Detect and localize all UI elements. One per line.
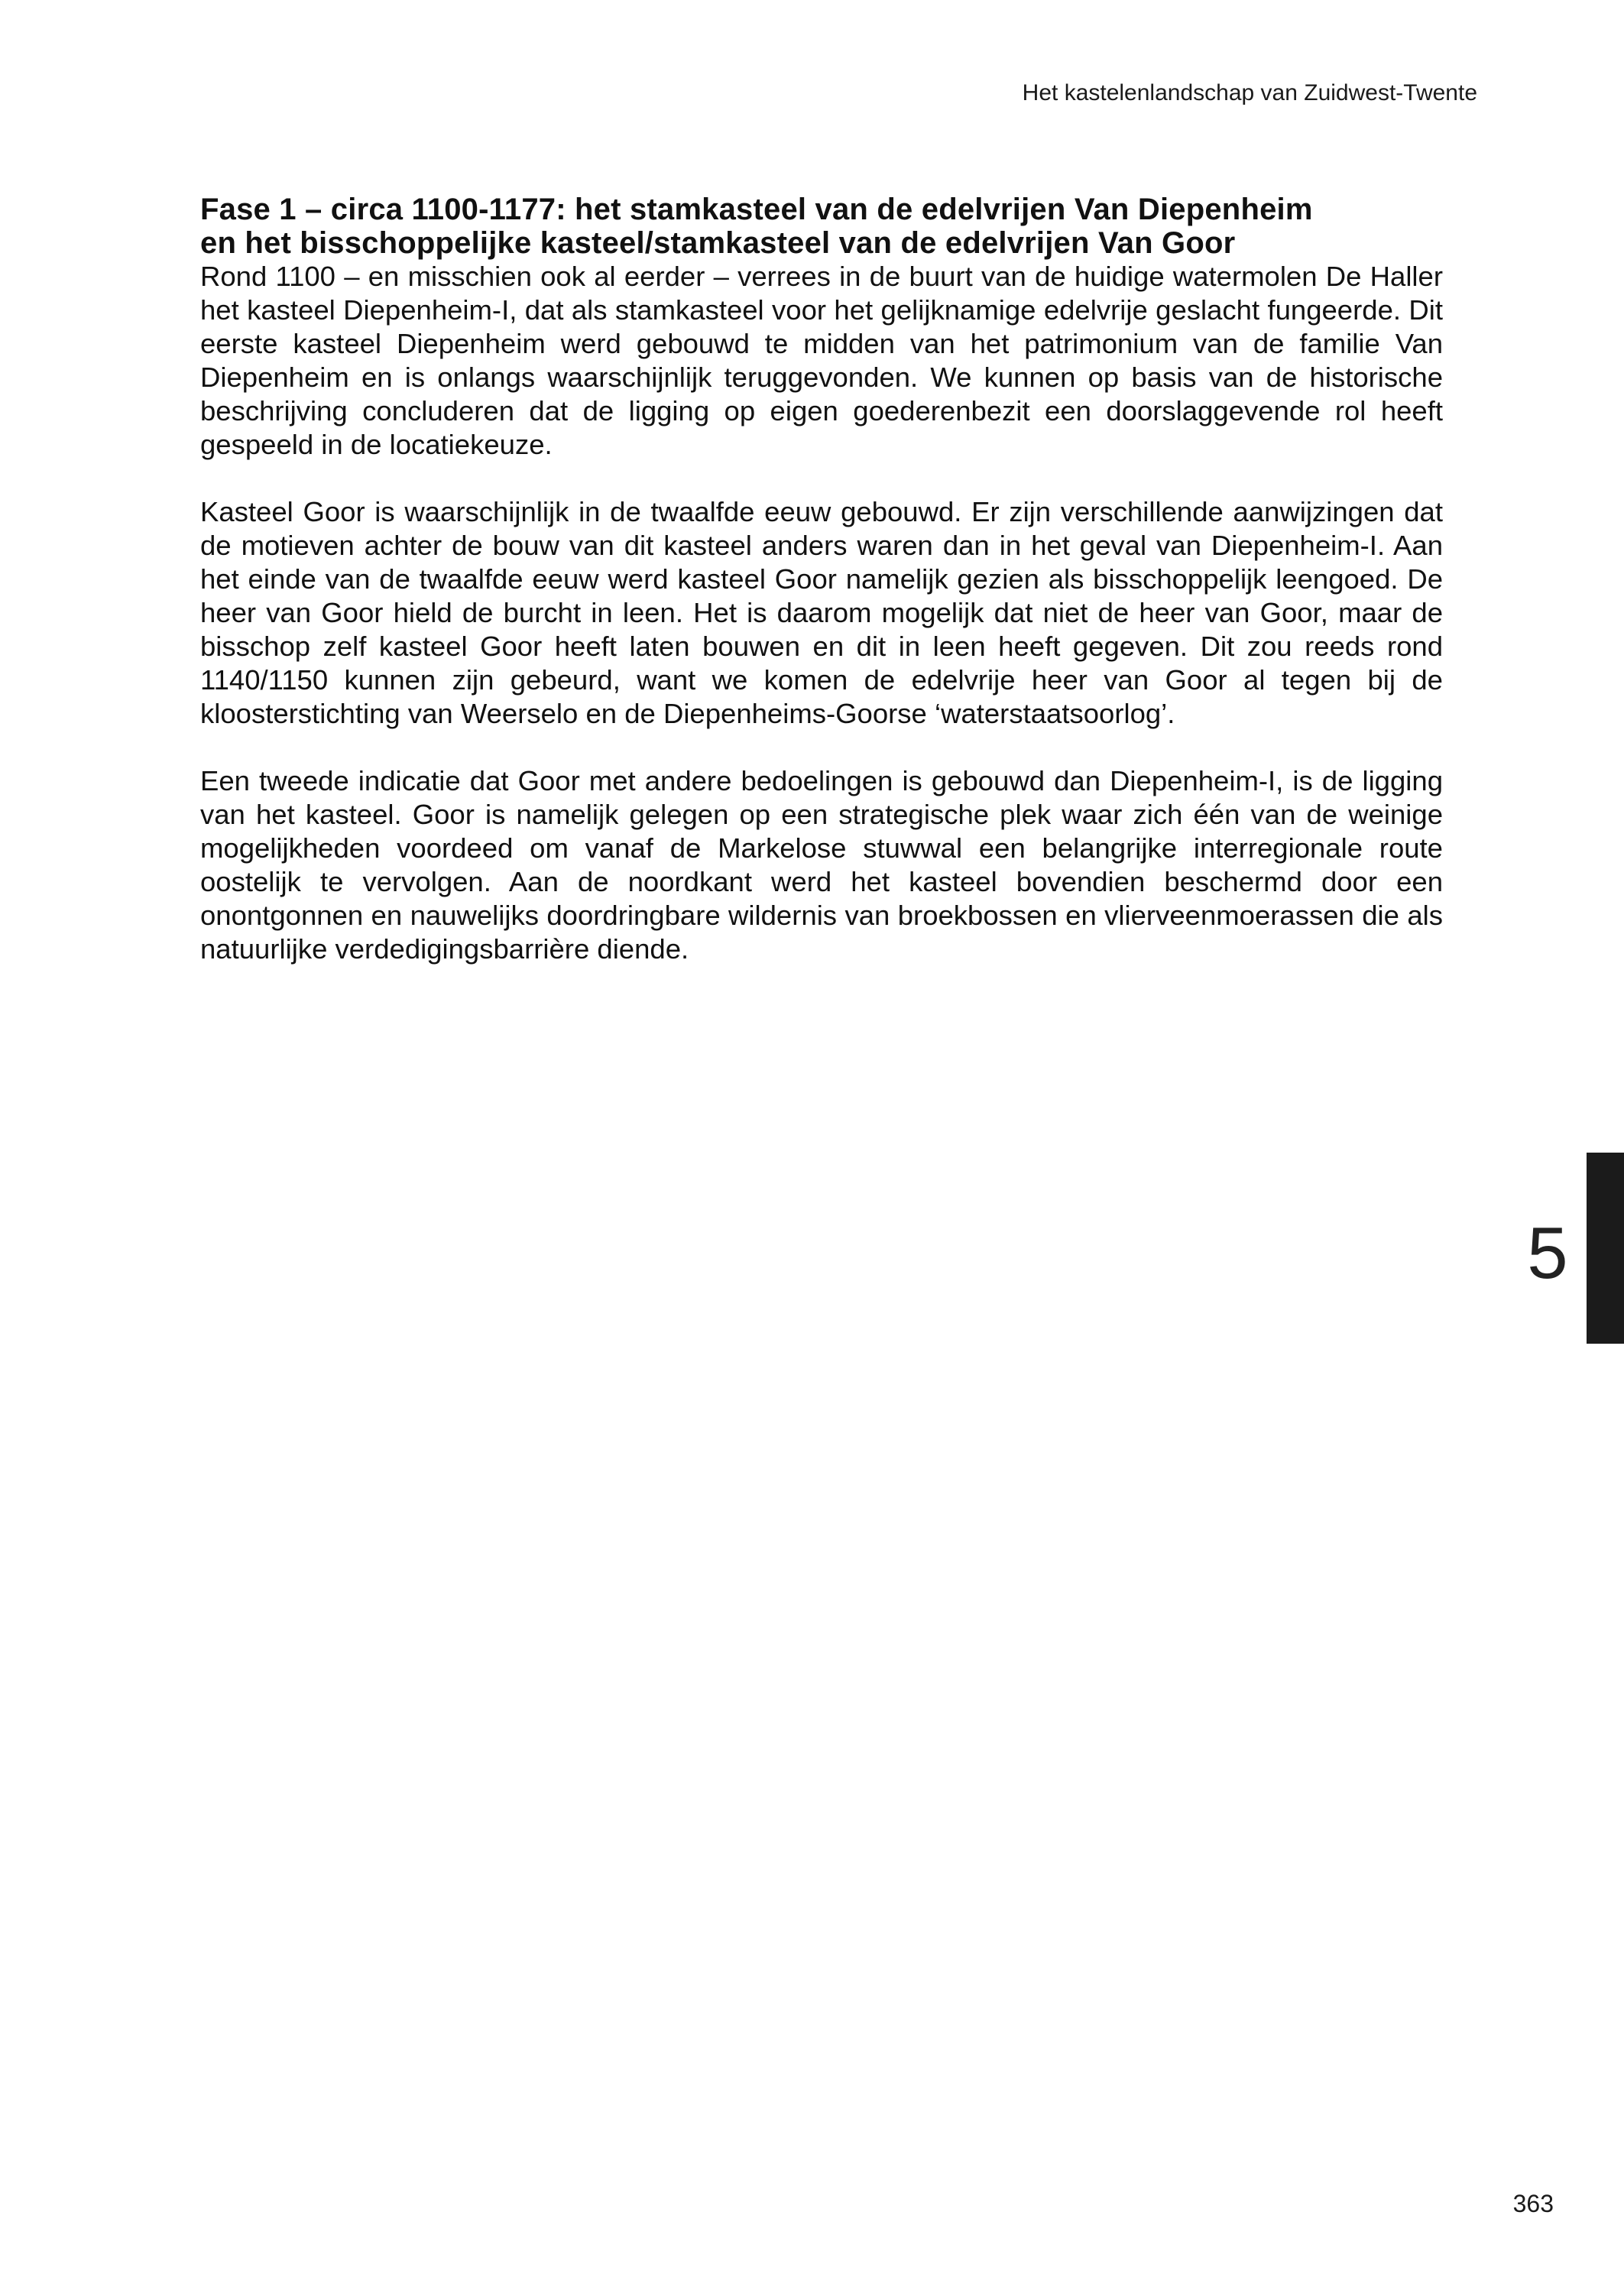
page-number: 363 [1512,2190,1554,2217]
chapter-tab-marker [1587,1153,1624,1344]
paragraph-3: Een tweede indicatie dat Goor met andere bedoelingen is gebouwd dan Diepenheim-I, is de ligging van het kasteel. Goor is namelijk gelegen op een strategische plek waar zich één van de weinige mogelijkheden voordeed om vanaf de Markelose stuwwal een belangrijke interregionale route oostelijk te vervolgen. Aan de noordkant werd het kasteel bovendien beschermd door een onontgonnen en nauwelijks doordringbare wildernis van broekbossen en vlierveenmoerassen die als natuurlijke verdedigingsbarrière diende. [200,765,1443,965]
paragraph-2: Kasteel Goor is waarschijnlijk in de twaalfde eeuw gebouwd. Er zijn verschillende aanwijzingen dat de motieven achter de bouw van dit kasteel anders waren dan in het geval van Diepenheim-I. Aan het einde van de twaalfde eeuw werd kasteel Goor namelijk gezien als bisschoppelijk leengoed. De heer van Goor hield de burcht in leen. Het is daarom mogelijk dat niet de heer van Goor, maar de bisschop zelf kasteel Goor heeft laten bouwen en dit in leen heeft gegeven. Dit zou reeds rond 1140/1150 kunnen zijn gebeurd, want we komen de edelvrije heer van Goor al tegen bij de kloosterstichting van Weerselo en de Diepenheims-Goorse ‘waterstaatsoorlog’. [200,496,1443,729]
running-header: Het kastelenlandschap van Zuidwest-Twente [1022,80,1477,105]
section-title-line-1: Fase 1 – circa 1100-1177: het stamkasteel van de edelvrijen Van Diepenheim [200,193,1313,226]
chapter-number: 5 [1527,1212,1568,1294]
section-title [200,193,1443,260]
section-title-line-2: en het bisschoppelijke kasteel/stamkasteel van de edelvrijen Van Goor [200,226,1236,260]
paragraph-1: Rond 1100 – en misschien ook al eerder – verrees in de buurt van de huidige watermolen De Haller het kasteel Diepenheim-I, dat als stamkasteel voor het gelijknamige edelvrije geslacht fungeerde. Dit eerste kasteel Diepenheim werd gebouwd te midden van het patrimonium van de familie Van Diepenheim en is onlangs waarschijnlijk teruggevonden. We kunnen op basis van de historische beschrijving concluderen dat de ligging op eigen goederenbezit een doorslaggevende rol heeft gespeeld in de locatiekeuze. [200,261,1443,460]
main-content [200,193,1443,966]
